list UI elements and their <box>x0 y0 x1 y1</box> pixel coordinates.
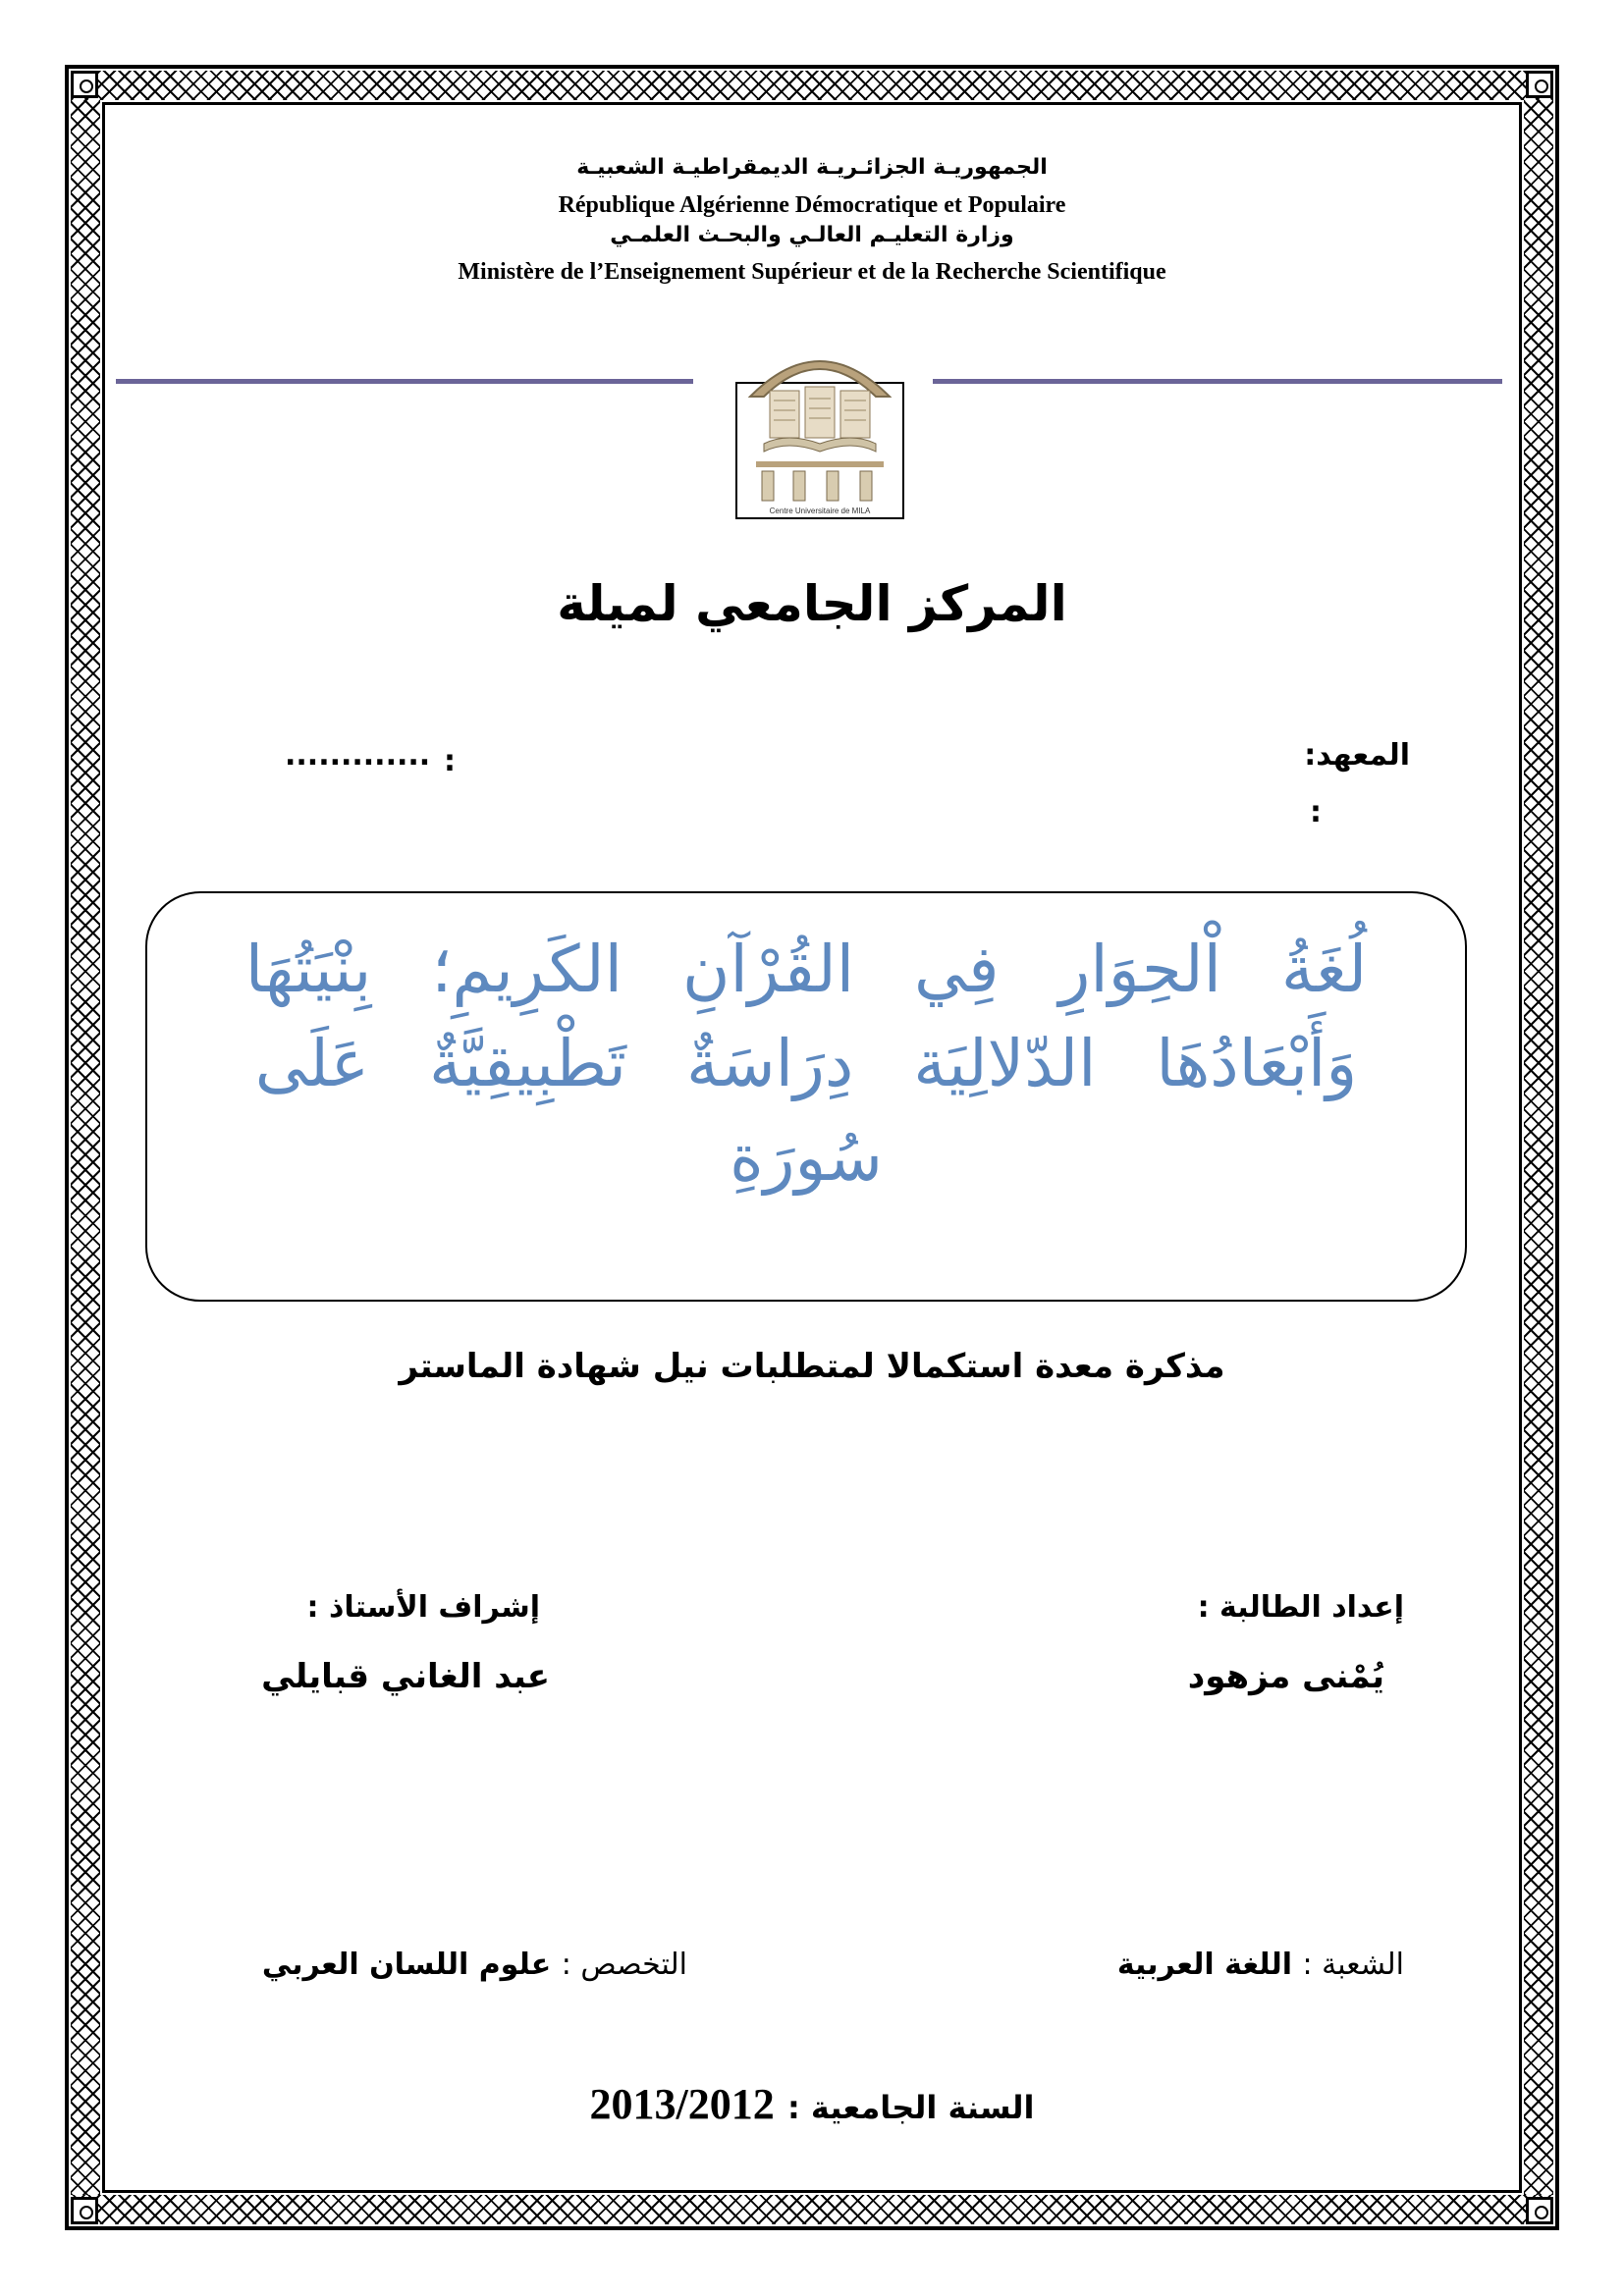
university-logo <box>729 328 911 520</box>
border-pattern-left <box>71 100 100 2195</box>
specialty-value: علوم اللسان العربي <box>261 1948 552 1982</box>
supervisor-label: إشراف الأستاذ : <box>306 1590 540 1625</box>
border-corner-top-left <box>71 71 98 98</box>
border-corner-bottom-right <box>1526 2197 1553 2224</box>
republic-name-arabic: الجمهوريـة الجزائـريـة الديمقراطيـة الشعبيـة <box>576 155 1048 180</box>
institute-label: المعهد: <box>1304 738 1410 773</box>
student-label: إعداد الطالبة : <box>1197 1590 1404 1625</box>
specialty-label: التخصص : <box>561 1948 687 1982</box>
thesis-title: لُغَةُ اْلحِوَارِ فِي القُرْآنِ الكَرِيمِ؛ بِنْيَتُهَا وَأَبْعَادُهَا الدّلالِيَة دِرَاسَةٌ تَطْبِيقِيَّةٌ عَلَى سُورَةِ <box>244 932 1368 1196</box>
branch-line <box>1080 1948 1404 1982</box>
border-corner-bottom-left <box>71 2197 98 2224</box>
supervisor-name: عبد الغاني قبايلي <box>261 1657 550 1696</box>
academic-year-value: 2013/2012 <box>589 2080 775 2128</box>
border-pattern-top <box>71 71 1553 100</box>
branch-label: الشعبة : <box>1302 1948 1404 1982</box>
branch-value: اللغة العربية <box>1116 1948 1293 1982</box>
ministry-name-arabic: وزارة التعليـم العالـي والبحـث العلمـي <box>610 223 1014 247</box>
academic-year-line <box>0 2079 1624 2129</box>
student-name: يُمْنى مزهود <box>1187 1657 1384 1696</box>
ministry-name-french: Ministère de l’Enseignement Supérieur et de la Recherche Scientifique <box>458 259 1166 285</box>
thesis-subtitle: مذكرة معدة استكمالا لمتطلبات نيل شهادة الماستر <box>399 1347 1225 1386</box>
institution-name: المركز الجامعي لميلة <box>557 575 1067 632</box>
academic-year-label: السنة الجامعية : <box>786 2089 1035 2126</box>
logo-caption: Centre Universitaire de MILA <box>769 507 871 515</box>
institute-left-value: ............. <box>285 738 431 773</box>
thesis-title-box <box>145 891 1467 1302</box>
border-pattern-bottom <box>71 2195 1553 2224</box>
institute-left-colon: : <box>444 744 456 778</box>
header-rule-right <box>933 379 1502 384</box>
specialty-line <box>177 1948 687 1982</box>
border-corner-top-right <box>1526 71 1553 98</box>
header-rule-left <box>116 379 693 384</box>
institute-colon: : <box>1310 795 1322 829</box>
republic-name-french: République Algérienne Démocratique et Populaire <box>558 192 1066 218</box>
border-pattern-right <box>1524 100 1553 2195</box>
